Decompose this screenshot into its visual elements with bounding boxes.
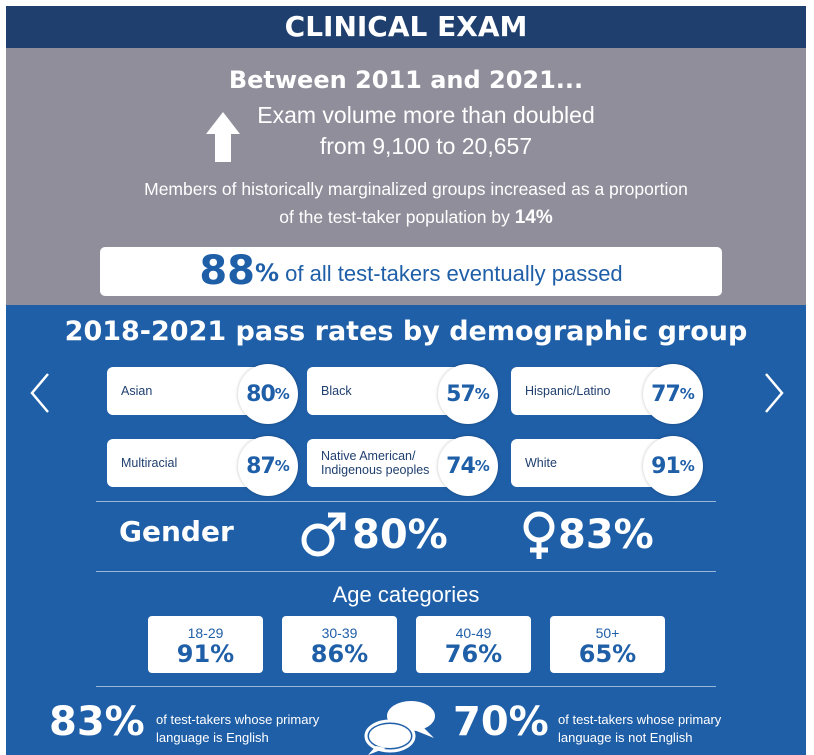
demographic-card-multiracial — [107, 439, 290, 487]
demographic-value — [643, 436, 703, 496]
value-unit: % — [274, 457, 290, 475]
age-box-40-49 — [416, 616, 531, 673]
age-value: 65% — [578, 640, 637, 668]
value-number: 77 — [651, 381, 680, 407]
english-description — [156, 711, 319, 747]
age-value: 91% — [176, 640, 235, 668]
age-value: 76% — [444, 640, 503, 668]
age-range: 40-49 — [455, 625, 492, 641]
female-symbol-icon — [514, 510, 564, 560]
members-value: 14% — [514, 207, 553, 228]
demographic-value — [238, 436, 298, 496]
age-range: 50+ — [595, 625, 620, 641]
value-number: 57 — [446, 381, 475, 407]
divider — [96, 686, 716, 687]
demographic-label: Black — [321, 384, 352, 398]
age-box-30-39 — [282, 616, 397, 673]
demographic-value — [438, 364, 498, 424]
non-english-line-2: language is not English — [558, 730, 693, 745]
demographic-card-black — [307, 367, 490, 415]
divider — [96, 571, 716, 572]
summary-heading: Between 2011 and 2021... — [228, 66, 584, 94]
male-pass-rate: 80% — [352, 512, 448, 558]
demographic-card-hispanic — [511, 367, 695, 415]
value-number: 87 — [246, 453, 275, 479]
value-number: 80 — [246, 381, 275, 407]
age-range: 18-29 — [187, 625, 224, 641]
divider — [96, 501, 716, 502]
demographic-card-asian — [107, 367, 290, 415]
demographics-title: 2018-2021 pass rates by demographic group — [64, 316, 748, 347]
demographic-card-white — [511, 439, 695, 487]
gender-label: Gender — [119, 515, 234, 548]
value-unit: % — [474, 385, 490, 403]
value-number: 74 — [446, 453, 475, 479]
english-line-2: language is English — [156, 730, 269, 745]
eventual-pass-value: 88 — [199, 248, 255, 294]
members-line-2-text: of the test-taker population by — [279, 207, 510, 227]
arrow-up-icon — [206, 112, 240, 162]
members-line-2 — [96, 203, 736, 232]
members-text — [96, 175, 736, 232]
non-english-line-1: of test-takers whose primary — [558, 712, 722, 727]
infographic — [6, 0, 806, 755]
demographic-label: Hispanic/Latino — [525, 384, 611, 398]
english-line-1: of test-takers whose primary — [156, 712, 320, 727]
non-english-description — [558, 711, 721, 747]
age-value: 86% — [310, 640, 369, 668]
value-unit: % — [274, 385, 290, 403]
value-number: 91 — [651, 453, 680, 479]
age-title: Age categories — [332, 582, 480, 607]
volume-line-2: from 9,100 to 20,657 — [319, 133, 533, 159]
demographic-value — [238, 364, 298, 424]
demographic-label: White — [525, 456, 557, 470]
value-unit: % — [679, 385, 695, 403]
members-line-1: Members of historically marginalized groups increased as a proportion — [144, 179, 688, 199]
english-pass-rate: 83% — [49, 699, 145, 745]
demographic-card-native — [307, 439, 490, 487]
value-unit: % — [474, 457, 490, 475]
non-english-pass-rate: 70% — [453, 699, 549, 745]
chevron-right-icon[interactable] — [758, 368, 788, 418]
eventual-pass-percent: % — [255, 259, 280, 287]
chevron-left-icon[interactable] — [26, 368, 56, 418]
eventual-pass-text: of all test-takers eventually passed — [279, 261, 623, 286]
age-box-50-plus — [550, 616, 665, 673]
demographic-label: Native American/ Indigenous peoples — [321, 449, 430, 477]
value-unit: % — [679, 457, 695, 475]
age-range: 30-39 — [321, 625, 358, 641]
page-title: CLINICAL EXAM — [6, 6, 806, 48]
demographic-value — [643, 364, 703, 424]
male-symbol-icon — [298, 510, 348, 560]
volume-text — [246, 100, 606, 162]
eventual-pass-box — [100, 247, 722, 296]
volume-line-1: Exam volume more than doubled — [257, 102, 595, 128]
demographic-label: Multiracial — [121, 456, 178, 470]
female-pass-rate: 83% — [558, 512, 654, 558]
demographic-value — [438, 436, 498, 496]
demographic-label: Asian — [121, 384, 153, 398]
age-box-18-29 — [148, 616, 263, 673]
speech-bubbles-icon — [362, 698, 440, 755]
